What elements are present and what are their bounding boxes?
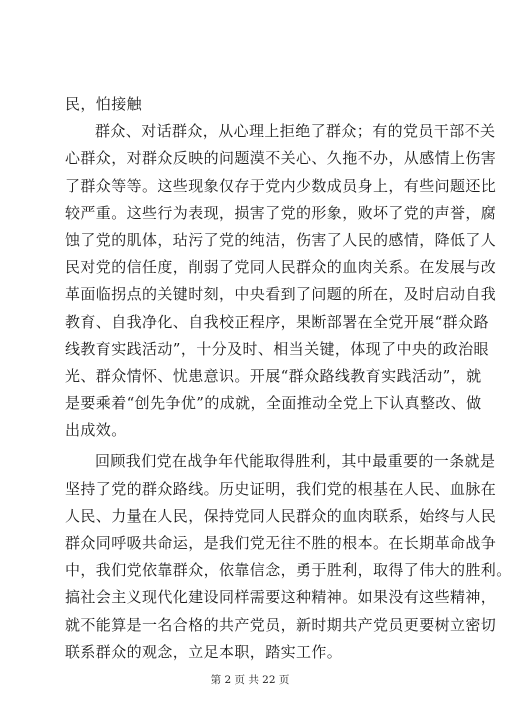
text-line: 中，我们党依靠群众，依靠信念，勇于胜利，取得了伟大的胜利。 (65, 561, 512, 580)
text-line: 坚持了党的群众路线。历史证明，我们党的根基在人民、血脉在 (65, 479, 497, 498)
paragraph-2 (65, 118, 497, 444)
text-line: 教育、自我净化、自我校正程序，果断部署在全党开展“群众路 (65, 312, 489, 331)
text-line: 民，怕接触 (65, 95, 143, 113)
text-line: 搞社会主义现代化建设同样需要这种精神。如果没有这些精神， (65, 588, 497, 607)
text-line: 回顾我们党在战争年代能取得胜利，其中最重要的一条就是 (95, 452, 496, 471)
paragraph-1 (65, 91, 437, 118)
text-line: 群众同呼吸共命运，是我们党无往不胜的根本。在长期革命战争 (65, 534, 497, 552)
text-line: 光、群众情怀、忧患意识。开展“群众路线教育实践活动”，就 (65, 366, 482, 385)
text-line: 革面临拐点的关键时刻，中央看到了问题的所在，及时启动自我 (65, 285, 497, 304)
text-line: 是要乘着“创先争优”的成就，全面推动全党上下认真整改、做 (65, 394, 482, 413)
text-line: 民对党的信任度，削弱了党同人民群众的血肉关系。在发展与改 (65, 258, 497, 277)
text-line: 蚀了党的肌体，玷污了党的纯洁，伤害了人民的感情，降低了人 (65, 230, 497, 249)
body-text (65, 91, 512, 666)
text-line: 出成效。 (65, 421, 127, 440)
page-number-footer: 第 2 页 共 22 页 (210, 674, 290, 686)
text-line: 线教育实践活动”，十分及时、相当关键，体现了中央的政治眼 (65, 339, 489, 358)
text-line: 群众、对话群众，从心理上拒绝了群众；有的党员干部不关 (95, 122, 496, 141)
text-line: 了群众等等。这些现象仅存于党内少数成员身上，有些问题还比 (65, 176, 497, 195)
text-line: 较严重。这些行为表现，损害了党的形象，败坏了党的声誉，腐 (65, 203, 497, 222)
text-line: 心群众，对群众反映的问题漠不关心、久拖不办，从感情上伤害 (65, 149, 497, 168)
text-line: 联系群众的观念，立足本职，踏实工作。 (65, 642, 343, 661)
text-line: 人民、力量在人民，保持党同人民群众的血肉联系，始终与人民 (65, 506, 497, 525)
paragraph-3 (65, 448, 512, 666)
text-line: 就不能算是一名合格的共产党员，新时期共产党员更要树立密切 (65, 615, 497, 634)
